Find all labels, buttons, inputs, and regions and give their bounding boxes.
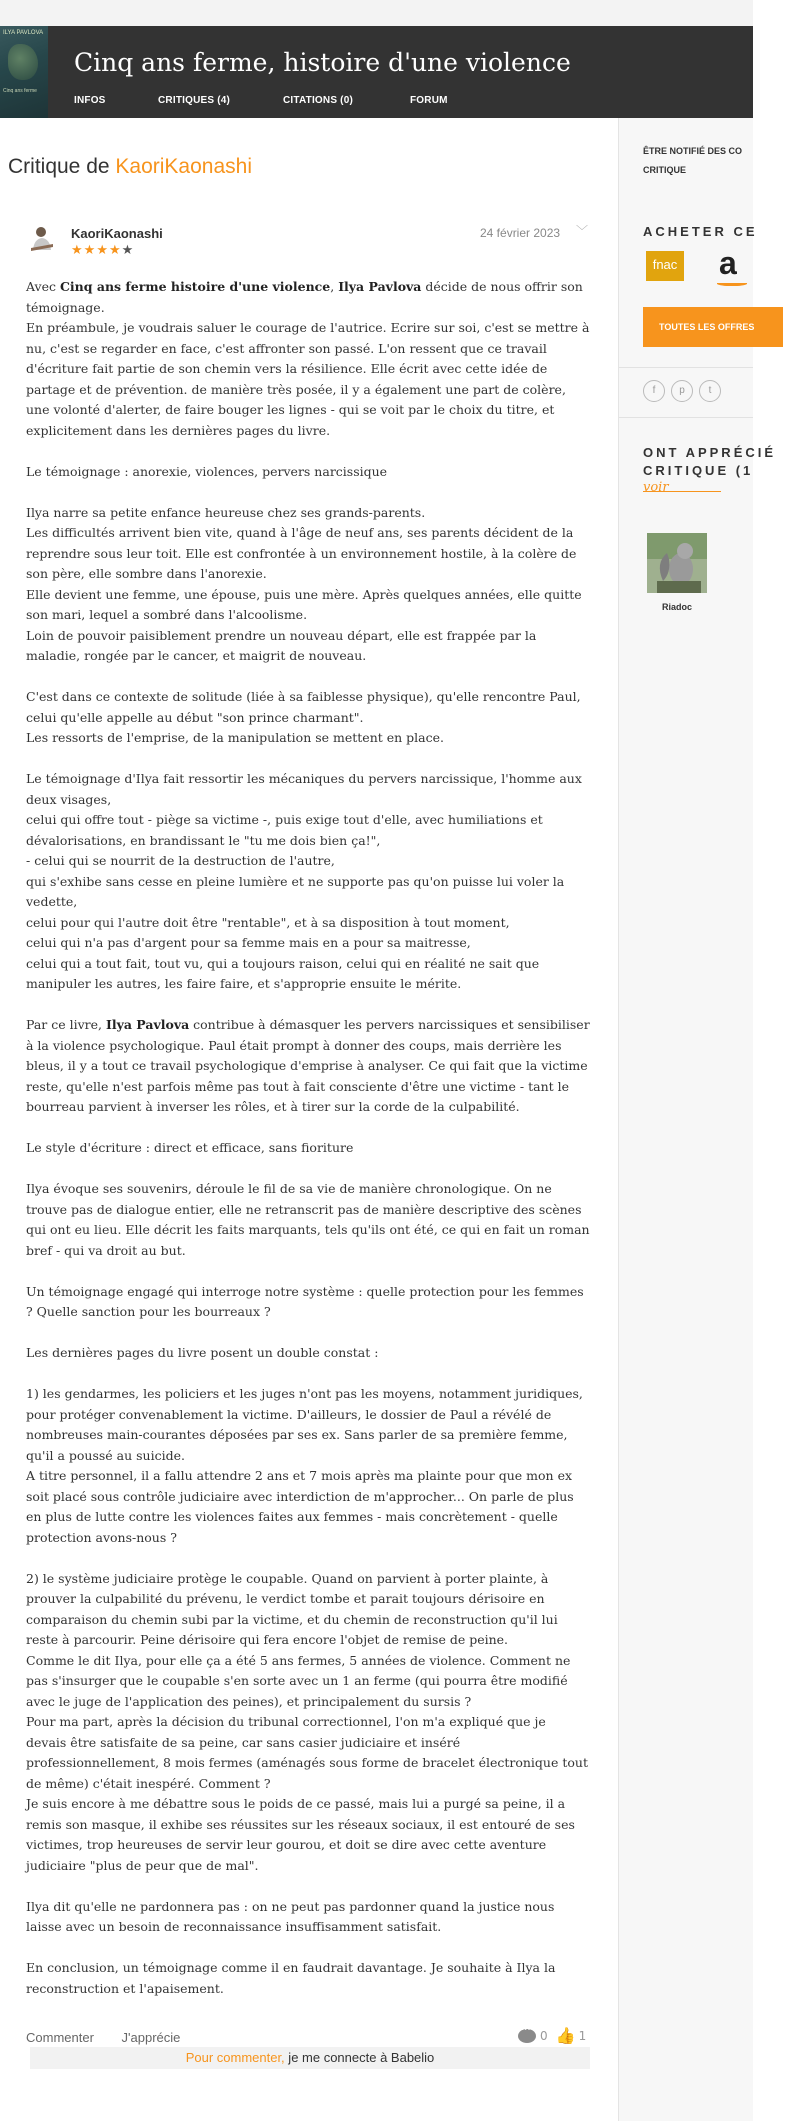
review-paragraph: Le témoignage d'Ilya fait ressortir les mécaniques du pervers narcissique, l'homme aux deux visages,: [26, 771, 582, 807]
connect-text: je me connecte à Babelio: [284, 2050, 435, 2065]
review-paragraph: celui pour qui l'autre doit être "rentable", et à sa disposition à tout moment,: [26, 914, 510, 930]
review-paragraph: A titre personnel, il a fallu attendre 2 ans et 7 mois après ma plainte pour que mon ex soit placé sous contrôle judiciaire avec interdiction de m'approcher... On parle de plus en plus de lutte contre les violences faites aux femmes - mais concrètement - quelle protection avons-nous ?: [26, 1468, 574, 1545]
liker-name[interactable]: Riadoc: [661, 602, 692, 612]
heading-author-link[interactable]: KaoriKaonashi: [115, 155, 252, 178]
review-paragraph: Ilya évoque ses souvenirs, déroule le fil de sa vie de manière chronologique. On ne trouve pas de dialogue entier, elle ne retranscrit pas de manière descriptive des scènes qui ont eu lieu. Elle décrit les faits marquants, tels qu'ils ont été, ce qui en fait un roman bref - qui va droit au but.: [26, 1181, 590, 1258]
star-icon: ★: [108, 243, 122, 258]
review-paragraph: En conclusion, un témoignage comme il en faudrait davantage. Je souhaite à Ilya la reconstruction et l'apaisement.: [26, 1960, 556, 1996]
comment-count: 0: [540, 2028, 548, 2043]
review-paragraph: Les ressorts de l'emprise, de la manipulation se mettent en place.: [26, 730, 444, 745]
review-paragraph: 1) les gendarmes, les policiers et les juges n'ont pas les moyens, notamment juridiques, pour protéger convenablement la victime. D'ailleurs, le dossier de Paul a révélé de nombreuses main-courantes déposées par ses ex. Sans parler de sa première femme, qu'il a poussé au suicide.: [26, 1386, 583, 1463]
chevron-down-icon[interactable]: ﹀: [576, 224, 589, 238]
reviewer-name[interactable]: KaoriKaonashi: [71, 226, 163, 241]
tab-critiques[interactable]: CRITIQUES (4): [158, 95, 231, 106]
review-paragraph: Les dernières pages du livre posent un double constat :: [26, 1345, 379, 1360]
review-paragraph: Avec Cinq ans ferme histoire d'une violence, Ilya Pavlova décide de nous offrir son témoignage.: [26, 279, 583, 315]
connect-link[interactable]: Pour commenter,: [185, 2050, 285, 2065]
pinterest-icon[interactable]: p: [671, 380, 693, 402]
tab-forum[interactable]: FORUM: [410, 95, 448, 106]
cover-illustration: [8, 44, 38, 80]
star-icon: ★: [96, 243, 109, 258]
review-paragraph: Ilya dit qu'elle ne pardonnera pas : on ne peut pas pardonner quand la justice nous laisse avec un besoin de reconnaissance insuffisamment satisfait.: [26, 1898, 555, 1934]
review-paragraph: qui s'exhibe sans cesse en pleine lumière et ne supporte pas qu'on puisse lui voler la vedette,: [26, 873, 565, 909]
author-bold: Ilya Pavlova: [338, 279, 422, 294]
comment-bubble-icon[interactable]: [518, 2029, 536, 2043]
book-title-bold: Cinq ans ferme histoire d'une violence: [59, 279, 331, 294]
notify-link[interactable]: ÊTRE NOTIFIÉ DES CO CRITIQUE: [643, 146, 743, 175]
review-paragraph: Elle devient une femme, une épouse, puis une mère. Après quelques années, elle quitte son mari, lequel a sombré dans l'alcoolisme.: [26, 586, 582, 622]
review-paragraph: - celui qui se nourrit de la destruction de l'autre,: [26, 853, 335, 868]
divider: [619, 367, 753, 368]
star-icon: ★: [83, 243, 97, 258]
review-date: 24 février 2023: [480, 226, 561, 240]
book-cover[interactable]: [0, 26, 48, 118]
thumbs-up-icon[interactable]: 👍: [555, 2026, 576, 2045]
review-counts: [518, 2026, 586, 2045]
review-subheading: Le style d'écriture : direct et efficace, sans fioriture: [26, 1140, 354, 1155]
review-paragraph: celui qui a tout fait, tout vu, qui a toujours raison, celui qui en réalité ne sait que manipuler les autres, les faire faire, et s'approprie ensuite le mérite.: [26, 955, 540, 991]
connect-bar[interactable]: [30, 2047, 590, 2069]
all-offers-button[interactable]: TOUTES LES OFFRES: [643, 307, 783, 347]
twitter-icon[interactable]: t: [699, 380, 721, 402]
reviewer-avatar[interactable]: [28, 224, 56, 252]
review-paragraph: Comme le dit Ilya, pour elle ça a été 5 ans fermes, 5 années de violence. Comment ne pas s'insurger que le coupable s'en sorte avec un 1 an ferme (qui pourra être modifié avec le juge de l'application des peines), et principalement du sursis ?: [26, 1652, 571, 1709]
review-paragraph: Pour ma part, après la décision du tribunal correctionnel, l'on m'a expliqué que je devais être satisfaite de sa peine, car sans casier judiciaire et inséré professionnellement, 8 mois fermes (aménagés sous forme de bracelet électronique tout de même) c'était inespéré. Comment ?: [26, 1714, 588, 1791]
rating-stars: [71, 243, 134, 258]
review-paragraph: Je suis encore à me débattre sous le poids de ce passé, mais lui a purgé sa peine, il a remis son masque, il exhibe ses réussites sur les réseaux sociaux, il est entouré de ses victimes, trop heureuses de servir leur gourou, et doit se dire avec cette aventure judiciaire "plus de peur que de mal".: [26, 1796, 575, 1873]
fnac-logo[interactable]: fnac: [646, 251, 684, 281]
review-paragraph: Les difficultés arrivent bien vite, quand à l'âge de neuf ans, ses parents décident de la reprendre sous leur toit. Elle est confrontée à un environnement hostile, à la colère de son père, elle sombre dans l'anorexie.: [26, 525, 577, 581]
book-title[interactable]: Cinq ans ferme, histoire d'une violence: [74, 48, 571, 77]
tab-infos[interactable]: INFOS: [74, 95, 106, 106]
book-tabs: [74, 95, 448, 106]
review-actions: [26, 2030, 204, 2045]
share-buttons: [643, 380, 727, 402]
voir-link[interactable]: voir: [643, 480, 669, 495]
review-subheading: Le témoignage : anorexie, violences, pervers narcissique: [26, 463, 388, 479]
comment-button[interactable]: Commenter: [26, 2030, 94, 2045]
review-paragraph: Un témoignage engagé qui interroge notre système : quelle protection pour les femmes ? Quelle sanction pour les bourreaux ?: [26, 1283, 584, 1319]
cover-title: Cinq ans ferme: [3, 88, 37, 94]
review-paragraph: Loin de pouvoir paisiblement prendre un nouveau départ, elle est frappée par la maladie, rongée par le cancer, et maigrit de nouveau.: [26, 627, 537, 663]
liked-title: ONT APPRÉCIÉ CRITIQUE (1: [643, 445, 777, 478]
heading-prefix: Critique de: [8, 155, 116, 178]
amazon-logo[interactable]: a: [719, 245, 737, 281]
star-icon: ★: [71, 243, 84, 258]
top-strip: [0, 0, 753, 26]
review-paragraph: celui qui offre tout - piège sa victime -, puis exige tout d'elle, avec humiliations et dévalorisations, en brandissant le "tu me dois bien ça!",: [26, 812, 543, 848]
liker-avatar[interactable]: [647, 533, 707, 593]
book-header: [0, 26, 753, 118]
review-paragraph: C'est dans ce contexte de solitude (liée à sa faiblesse physique), qu'elle rencontre Paul, celui qu'elle appelle au début "son prince charmant".: [26, 689, 581, 725]
review-paragraph: 2) le système judiciaire protège le coupable. Quand on parvient à porter plainte, à prouver la culpabilité du prévenu, le verdict tombe et parait toujours dérisoire en comparaison du chemin subi par la victime, et du chemin de reconstruction qu'il lui reste à parcourir. Peine dérisoire qui fera encore l'objet de remise de peine.: [26, 1570, 558, 1647]
cover-author: ILYA PAVLOVA: [3, 30, 44, 36]
page-title: [8, 155, 252, 179]
review-paragraph: celui qui n'a pas d'argent pour sa femme mais en a pour sa maitresse,: [26, 935, 471, 950]
review-paragraph: Par ce livre, Ilya Pavlova contribue à démasquer les pervers narcissiques et sensibiliser à la violence psychologique. Paul était prompt à donner des coups, mais derrière les bleus, il y a tout ce travail psychologique d'emprise à analyser. Ce qui fait que la victime reste, qu'elle n'est parfois même pas tout à fait consciente d'être une victime - tant le bourreau parvient à inverser les rôles, et à tirer sur la corde de la culpabilité.: [26, 1017, 590, 1114]
author-bold: Ilya Pavlova: [106, 1017, 190, 1032]
tab-citations[interactable]: CITATIONS (0): [283, 95, 354, 106]
review-paragraph: Ilya narre sa petite enfance heureuse chez ses grands-parents.: [26, 504, 426, 520]
buy-title: ACHETER CE: [643, 224, 758, 239]
like-count: 1: [578, 2028, 587, 2043]
amazon-smile-icon: [717, 280, 747, 286]
star-empty-icon: ★: [121, 243, 135, 258]
review-paragraph: En préambule, je voudrais saluer le courage de l'autrice. Ecrire sur soi, c'est se mettre à nu, c'est se regarder en face, c'est affronter son passé. L'on ressent que ce travail d'écriture fait partie de son chemin vers la résilience. Elle écrit avec cette idée de partage et de prévention. de manière très posée, il y a également une part de colère, une volonté d'alerter, de faire bouger les lignes - qui se voit par le choix du titre, et explicitement dans les dernières pages du livre.: [26, 320, 590, 438]
like-button[interactable]: J'apprécie: [121, 2030, 181, 2045]
divider: [619, 417, 753, 418]
right-sidebar: [619, 118, 777, 2121]
facebook-icon[interactable]: f: [643, 380, 665, 402]
review-body: [26, 277, 590, 1999]
